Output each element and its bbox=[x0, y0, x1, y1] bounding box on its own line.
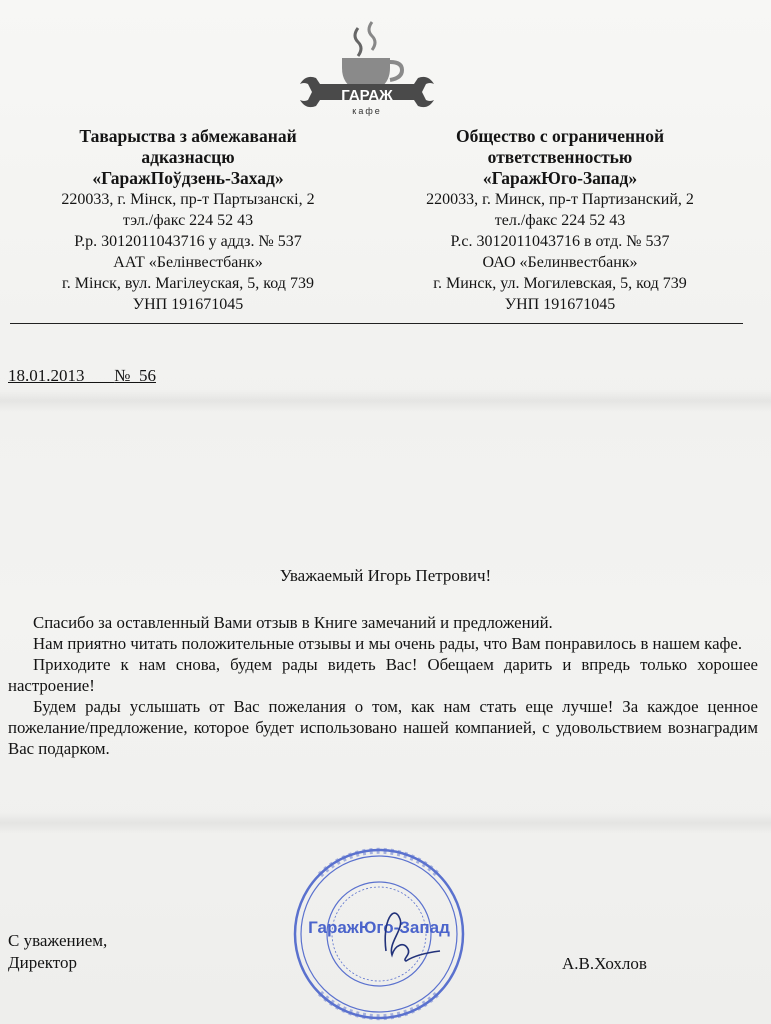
body-paragraph: Спасибо за оставленный Вами отзыв в Книге замечаний и предложений. bbox=[33, 613, 553, 632]
body-paragraph: Приходите к нам снова, будем рады видеть Вас! Обещаем дарить и впредь только хорошее настроение! bbox=[8, 655, 758, 695]
letter-date: 18.01.2013 bbox=[8, 366, 85, 385]
logo-sub: кафе bbox=[352, 106, 382, 116]
closing-regards: С уважением, bbox=[8, 931, 108, 950]
letterhead-belarusian bbox=[28, 126, 348, 315]
org-account: Р.р. 3012011043716 у аддз. № 537 bbox=[74, 233, 302, 250]
org-address: 220033, г. Мінск, пр-т Партызанскі, 2 bbox=[61, 191, 315, 208]
signer-name: А.В.Хохлов bbox=[562, 954, 647, 973]
letterhead-russian bbox=[392, 126, 728, 315]
body-paragraph: Нам приятно читать положительные отзывы и мы очень рады, что Вам понравилось в нашем кафе. bbox=[33, 634, 743, 653]
org-account: Р.с. 3012011043716 в отд. № 537 bbox=[450, 233, 670, 250]
logo-brand: ГАРАЖ bbox=[341, 87, 393, 104]
org-address: 220033, г. Минск, пр-т Партизанский, 2 bbox=[426, 191, 694, 208]
garage-cafe-logo bbox=[296, 18, 438, 118]
header-divider bbox=[10, 323, 743, 324]
org-name-line: Общество с ограниченной bbox=[455, 126, 665, 146]
closing-block bbox=[8, 930, 107, 974]
org-name-line: Таварыства з абмежаванай bbox=[79, 126, 297, 146]
stamp-center-text: ГаражЮго-Запад bbox=[308, 918, 450, 937]
org-bank: ААТ «Белінвестбанк» bbox=[113, 254, 263, 271]
org-bank-address: г. Мінск, вул. Магілеуская, 5, код 739 bbox=[62, 275, 314, 292]
body-paragraph: Будем рады услышать от Вас пожелания о том, как нам стать еще лучше! За каждое ценное пожелание/предложение, которое будет использовано нашей компанией, с удовольствием вознаградим Вас подарком. bbox=[8, 697, 758, 758]
paper-fold bbox=[0, 390, 771, 412]
paper-fold bbox=[0, 812, 771, 834]
org-bank: ОАО «Белинвестбанк» bbox=[482, 254, 638, 271]
org-phone: тэл./факс 224 52 43 bbox=[122, 212, 254, 229]
org-name-line: ответственностью bbox=[487, 147, 633, 167]
org-name-line: «ГаражПоўдзень-Захад» bbox=[92, 168, 284, 188]
letter-number: 56 bbox=[138, 366, 156, 385]
letter-body bbox=[8, 612, 758, 759]
org-name-line: адказнасцю bbox=[141, 147, 235, 167]
number-label: № bbox=[114, 366, 131, 385]
org-phone: тел./факс 224 52 43 bbox=[494, 212, 626, 229]
org-bank-address: г. Минск, ул. Могилевская, 5, код 739 bbox=[433, 275, 687, 292]
closing-position: Директор bbox=[8, 953, 77, 972]
org-unp: УНП 191671045 bbox=[504, 296, 616, 313]
org-name-line: «ГаражЮго-Запад» bbox=[482, 168, 638, 188]
greeting: Уважаемый Игорь Петрович! bbox=[279, 566, 492, 585]
company-stamp bbox=[290, 845, 468, 1023]
org-unp: УНП 191671045 bbox=[132, 296, 244, 313]
letter-reference bbox=[8, 366, 156, 386]
